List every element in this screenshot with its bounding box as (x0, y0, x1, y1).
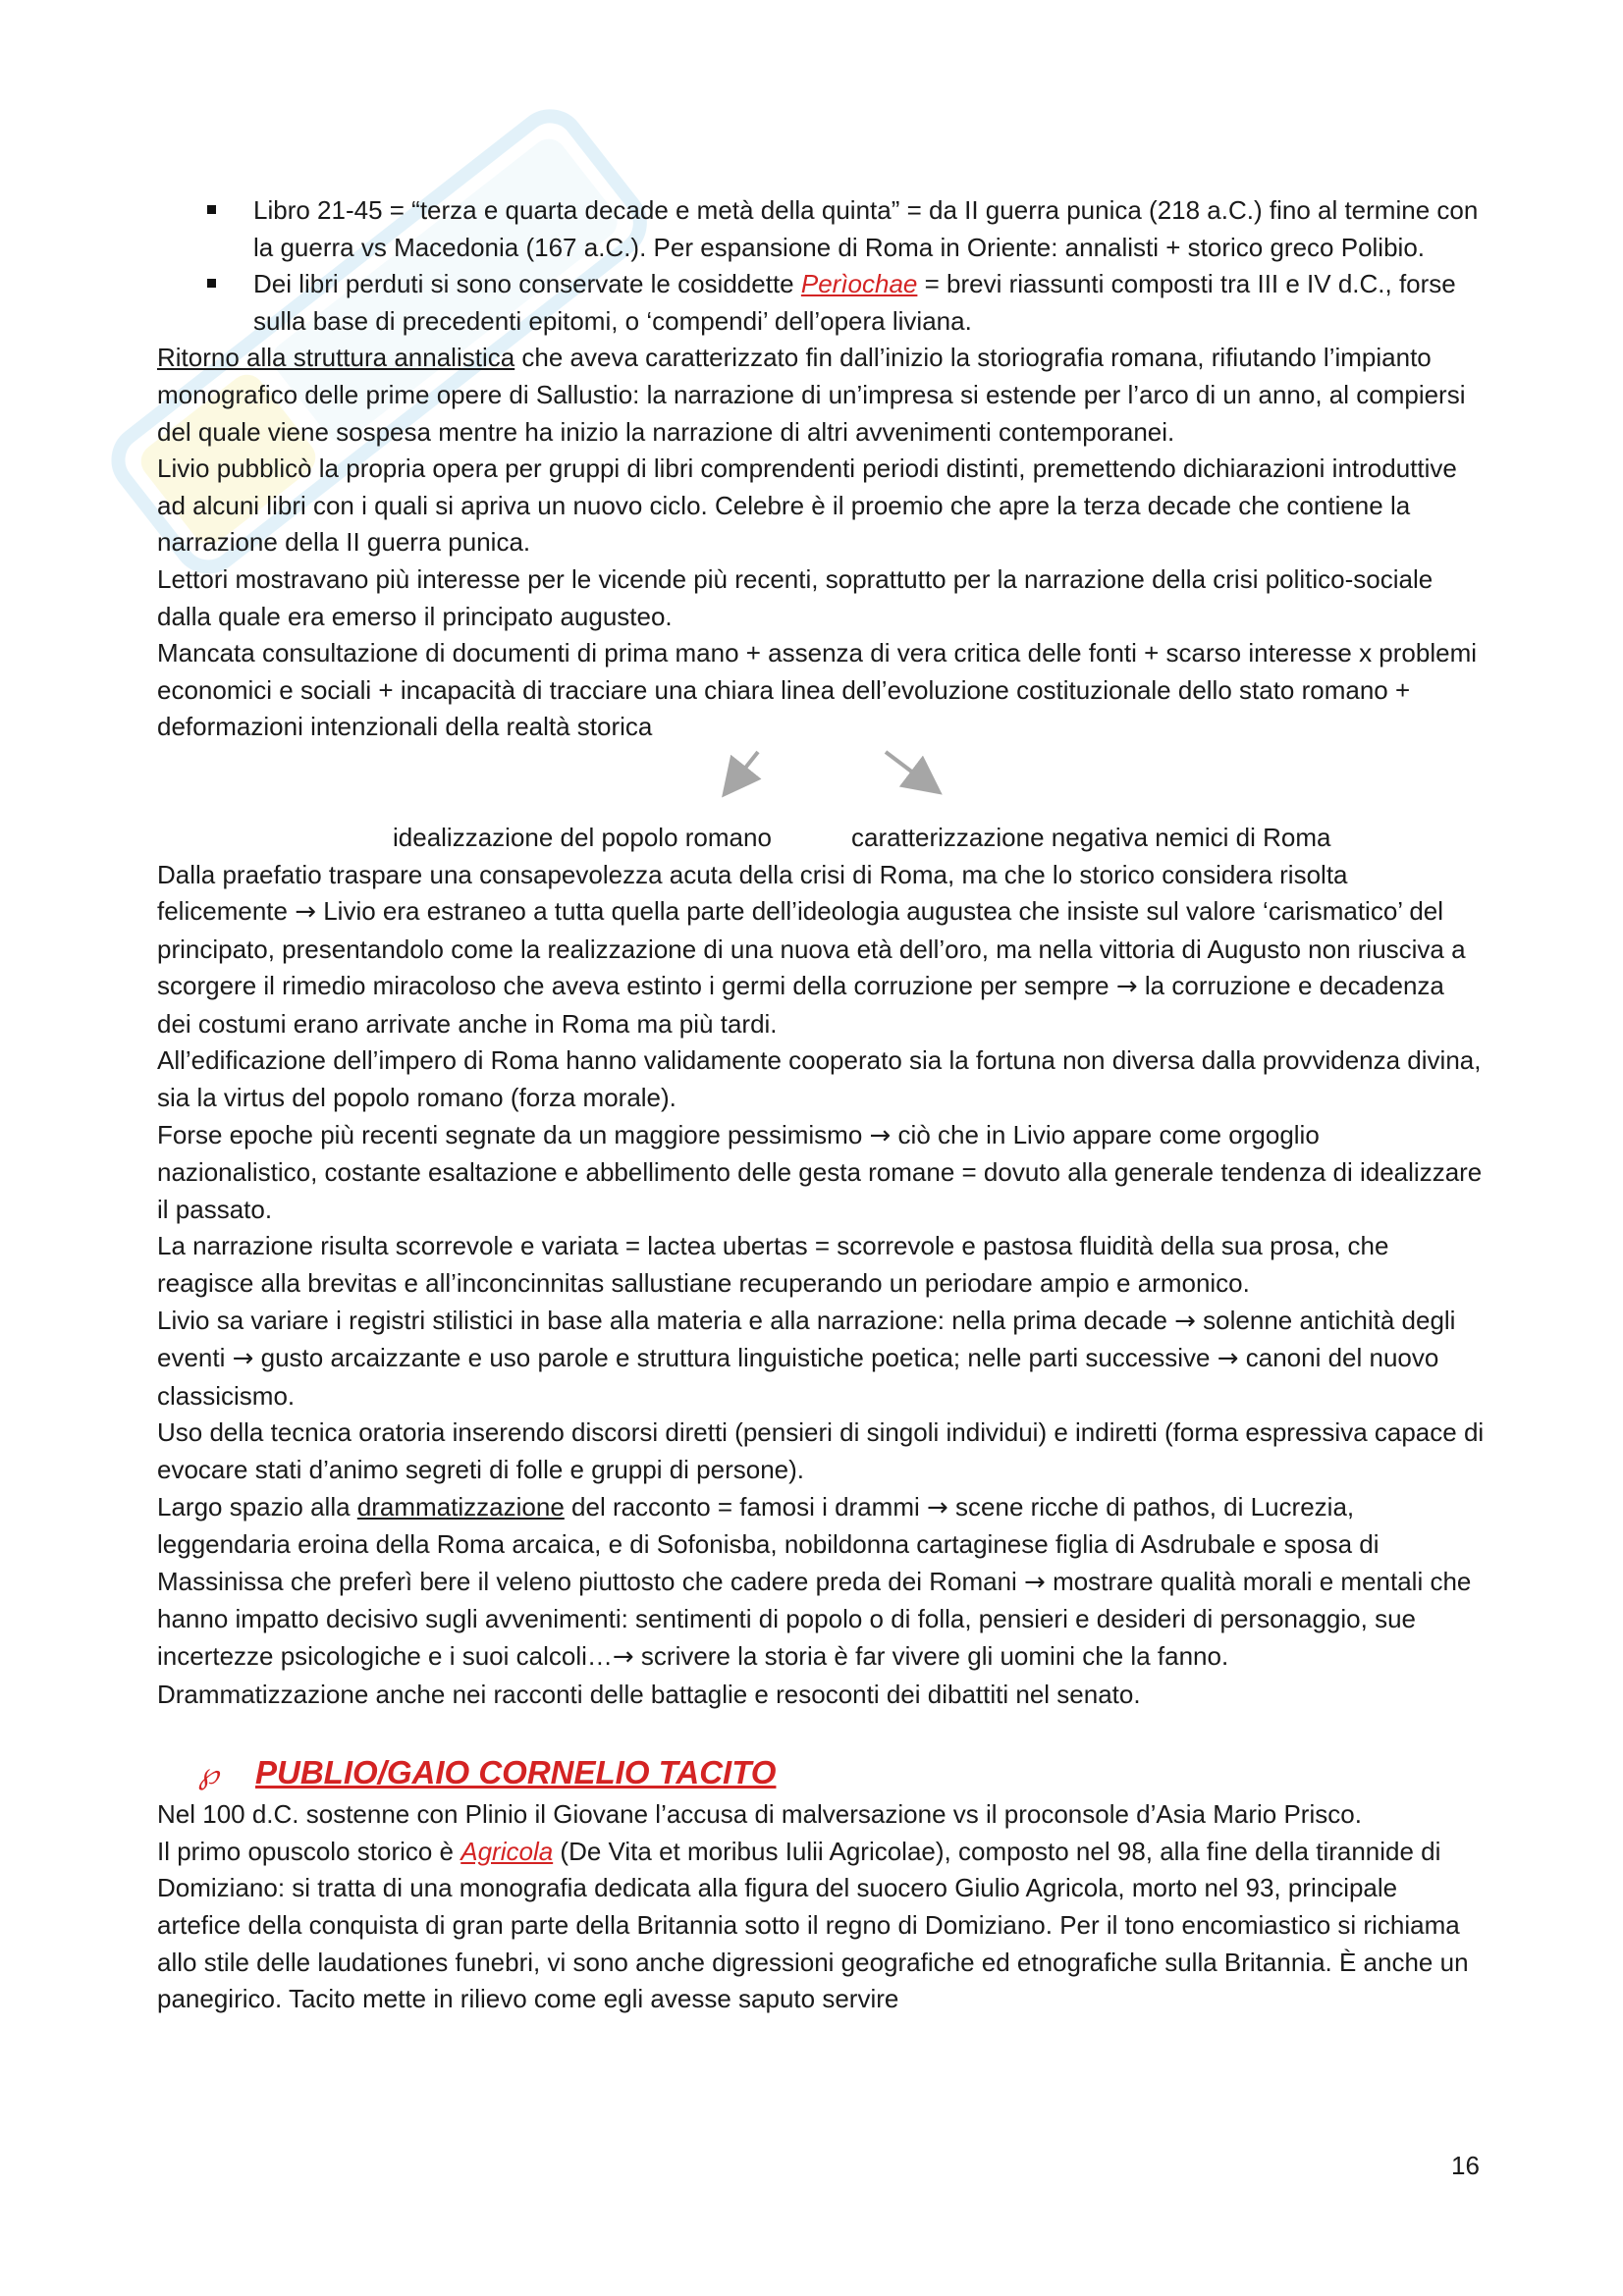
paragraph-text: Dalla praefatio traspare una consapevolezza acuta della crisi di Roma, ma che lo storico considera risolta felicemente (157, 859, 1348, 927)
branch-labels (157, 820, 1485, 857)
paragraph-text: mostrare qualità morali e mentali che hanno impatto decisivo sugli avvenimenti: sentimenti di popolo o di folla, pensieri e desideri di personaggio, sue incertezze psicologiche e i suoi calcoli… (157, 1566, 1472, 1671)
arrow-right-icon: → (612, 1641, 634, 1672)
page-number: 16 (1451, 2151, 1480, 2180)
bullet-item-periochae (157, 266, 1485, 340)
arrow-right-icon: → (295, 897, 316, 928)
paragraph-text: canoni del nuovo classicismo. (157, 1343, 1439, 1411)
paragraph-largo (157, 1489, 1485, 1677)
paragraph-text: Largo spazio alla (157, 1491, 357, 1522)
paragraph-ritorno (157, 340, 1485, 451)
bullet-list (157, 192, 1485, 340)
paragraph-edificazione: All’edificazione dell’impero di Roma hanno validamente cooperato sia la fortuna non diversa dalla provvidenza divina, sia la virtus del popolo romano (forza morale). (157, 1045, 1482, 1113)
paragraph-livio-pubblico: Livio pubblicò la propria opera per gruppi di libri comprendenti periodi distinti, premettendo dichiarazioni introduttive ad alcuni libri con i quali si apriva un nuovo ciclo. Celebre è il proemio che apre la terza decade che contiene la narrazione della II guerra punica. (157, 454, 1457, 558)
underlined-phrase: drammatizzazione (356, 1491, 565, 1522)
paragraph-text: del racconto = famosi i drammi (564, 1491, 927, 1522)
paragraph-lettori: Lettori mostravano più interesse per le vicende più recenti, soprattutto per la narrazione della crisi politico-sociale dalla quale era emerso il principato augusteo. (157, 563, 1434, 631)
paragraph-text: solenne antichità degli eventi (157, 1305, 1456, 1373)
paragraph-registri (157, 1303, 1485, 1415)
bullet-text-post: = brevi riassunti composti tra III e IV d.C., forse sulla base di precedenti epitomi, o ‘compendi’ dell’opera liviana. (253, 269, 1456, 336)
left-branch-arrow-icon (731, 752, 758, 785)
paragraph-text: ciò che in Livio appare come orgoglio nazionalistico, costante esaltazione e abbellimento delle gesta romane = dovuto alla generale tendenza di idealizzare il passato. (157, 1119, 1483, 1224)
weierstrass-ornament-icon: ℘ (198, 1757, 219, 1792)
paragraph-text: la corruzione e decadenza dei costumi erano arrivate anche in Roma ma più tardi. (157, 971, 1444, 1039)
section-title: PUBLIO/GAIO CORNELIO TACITO (255, 1754, 777, 1791)
branch-label-right: caratterizzazione negativa nemici di Roma (851, 822, 1331, 852)
arrow-right-icon: → (927, 1492, 948, 1522)
paragraph-forse (157, 1117, 1485, 1229)
paragraph-text: gusto arcaizzante e uso parole e struttura linguistiche poetica; nelle parti successive (253, 1343, 1217, 1373)
spacer (157, 1713, 1485, 1749)
bullet-text-pre: Dei libri perduti si sono conservate le cosiddette (253, 269, 801, 299)
square-bullet-icon (207, 279, 216, 288)
branch-label-left: idealizzazione del popolo romano (393, 822, 772, 852)
underlined-phrase: Ritorno alla struttura annalistica (157, 343, 515, 373)
paragraph-drammatizzazione: Drammatizzazione anche nei racconti delle battaglie e resoconti dei dibattiti nel senato. (157, 1679, 1141, 1709)
document-page (157, 192, 1485, 2018)
periochae-link[interactable]: Perìochae (800, 269, 918, 299)
branch-arrows (157, 746, 1485, 820)
paragraph-tecnica: Uso della tecnica oratoria inserendo discorsi diretti (pensieri di singoli individui) e indiretti (forma espressiva capace di evocare stati d’animo segreti di folle e gruppi di persone). (157, 1417, 1485, 1484)
agricola-link[interactable]: Agricola (460, 1836, 554, 1866)
paragraph-text: (De Vita et moribus Iulii Agricolae), composto nel 98, alla fine della tirannide di Domiziano: si tratta di una monografia dedicata alla figura del suocero Giulio Agricola, morto nel 93, principale artefice della conquista di gran parte della Britannia sotto il regno di Domiziano. Per il tono encomiastico si richiama allo stile delle laudationes funebri, vi sono anche digressioni geografiche ed etnografiche sulla Britannia. È anche un panegirico. Tacito mette in rilievo come egli avesse saputo servire (157, 1836, 1469, 2014)
paragraph-text: Forse epoche più recenti segnate da un maggiore pessimismo (157, 1119, 870, 1149)
arrow-right-icon: → (1217, 1344, 1239, 1374)
paragraph-agricola (157, 1834, 1485, 2018)
paragraph-text: scene ricche di pathos, di Lucrezia, leggendaria eroina della Roma arcaica, e di Sofonisba, nobildonna cartaginese figlia di Asdrubale e sposa di Massinissa che preferì bere il veleno piuttosto che cadere preda dei Romani (157, 1491, 1380, 1596)
square-bullet-icon (207, 205, 216, 214)
paragraph-text: che aveva caratterizzato fin dall’inizio la storiografia romana, rifiutando l’impianto monografico delle prime opere di Sallustio: la narrazione di un’impresa si estende per l’arco di un anno, al compiersi del quale viene sospesa mentre ha inizio la narrazione di altri avvenimenti contemporanei. (157, 343, 1466, 447)
paragraph-mancata: Mancata consultazione di documenti di prima mano + assenza di vera critica delle fonti + scarso interesse x problemi economici e sociali + incapacità di tracciare una chiara linea dell’evoluzione costituzionale dello stato romano + deformazioni intenzionali della realtà storica (157, 638, 1478, 742)
paragraph-text: Livio era estraneo a tutta quella parte dell’ideologia augustea che insiste sul valore ‘carismatico’ del principato, presentandolo come la realizzazione di una nuova età dell’oro, ma nella vittoria di Augusto non riusciva a scorgere il rimedio miracoloso che aveva estinto i germi della corruzione per sempre (157, 896, 1466, 1001)
arrow-right-icon: → (1174, 1306, 1196, 1336)
arrow-right-icon: → (1115, 972, 1138, 1002)
paragraph-text: scrivere la storia è far vivere gli uomini che la fanno. (633, 1640, 1229, 1671)
paragraph-praefatio (157, 857, 1485, 1043)
paragraph-text: Livio sa variare i registri stilistici in base alla materia e alla narrazione: nella prima decade (157, 1305, 1175, 1335)
paragraph-100: Nel 100 d.C. sostenne con Plinio il Giovane l’accusa di malversazione vs il proconsole d’Asia Mario Prisco. (157, 1799, 1362, 1830)
paragraph-narrazione: La narrazione risulta scorrevole e variata = lactea ubertas = scorrevole e pastosa fluidità della sua prosa, che reagisce alla brevitas e all’inconcinnitas sallustiane recuperando un periodare ampio e armonico. (157, 1231, 1389, 1299)
bullet-item-libri (157, 192, 1485, 266)
arrow-right-icon: → (1024, 1567, 1046, 1597)
bullet-text: Libro 21-45 = “terza e quarta decade e metà della quinta” = da II guerra punica (218 a.C.) fino al termine con la guerra vs Macedonia (167 a.C.). Per espansione di Roma in Oriente: annalisti + storico greco Polibio. (253, 195, 1479, 262)
right-branch-arrow-icon (886, 752, 930, 785)
arrow-right-icon: → (232, 1344, 254, 1374)
paragraph-text: Il primo opuscolo storico è (157, 1836, 461, 1866)
arrow-right-icon: → (869, 1120, 892, 1150)
section-heading-tacito (157, 1749, 1485, 1796)
branch-arrows-graphic (157, 746, 1485, 820)
